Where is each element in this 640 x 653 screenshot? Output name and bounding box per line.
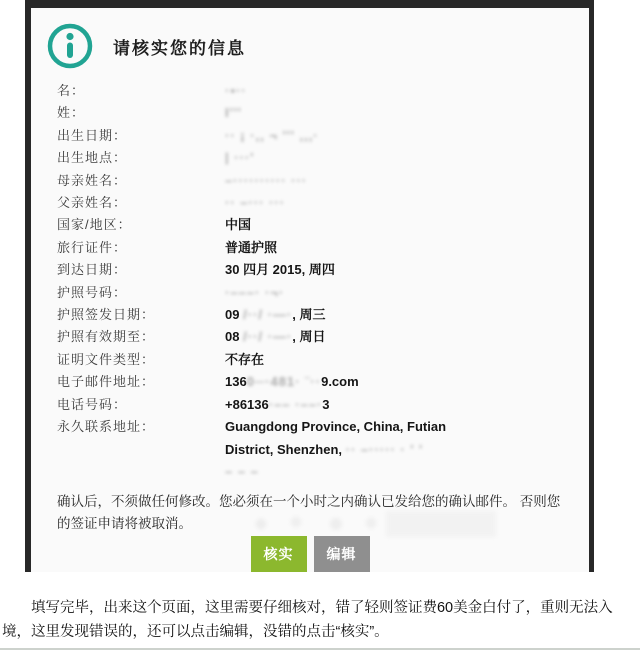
info-icon (47, 23, 93, 69)
redacted-value: ·· ¡ ·,, ¬ ''' ,,,· (225, 127, 319, 143)
field-row-travel-document (57, 237, 575, 259)
field-row-phone (57, 394, 575, 416)
field-label: 名： (57, 83, 86, 98)
field-label: 电话号码： (57, 396, 128, 412)
field-value: 08 /··/ ·—·, 周日 (225, 329, 326, 345)
field-value: 不存在 (225, 351, 265, 367)
verify-button[interactable]: 核实 (251, 536, 307, 572)
field-label: 国家/地区： (57, 217, 132, 233)
field-label: 姓： (57, 105, 86, 121)
page-caption: 填写完毕，出来这个页面，这里需要仔细核对，错了轻则签证费60美金白付了，重则无法入境，这里发现错误的，还可以点击编辑，没错的点击“核实”。 (2, 600, 613, 640)
field-value (225, 80, 247, 102)
field-value: 中国 (225, 217, 252, 233)
field-value (225, 192, 285, 214)
field-row-permanent-address (57, 416, 575, 438)
address-line-3 (225, 461, 575, 483)
field-label: 出生日期： (57, 127, 128, 143)
redacted-value: ·▪·· (225, 83, 247, 98)
field-row-father-name (57, 192, 575, 214)
redacted-value: – – – (225, 463, 259, 479)
redacted-value: ·–– ·––· (268, 396, 323, 412)
field-label: 护照签发日期： (57, 307, 156, 323)
field-label: 护照号码： (57, 284, 128, 300)
field-row-birth-date (57, 125, 575, 147)
field-value: 1360─·481· ¨··9.com (225, 374, 359, 390)
field-value: 30 四月 2015, 周四 (225, 262, 335, 278)
field-label: 证明文件类型： (57, 351, 156, 367)
redacted-value: | ···' (225, 150, 255, 166)
field-value (225, 125, 319, 147)
edit-button[interactable]: 编辑 (314, 536, 370, 572)
field-value (225, 147, 254, 169)
field-label: 护照有效期至： (57, 329, 156, 345)
field-row-birth-place (57, 147, 575, 169)
field-row-mother-name (57, 170, 575, 192)
field-label: 父亲姓名： (57, 195, 128, 211)
field-label: 母亲姓名： (57, 172, 128, 188)
redacted-value: I''' (225, 105, 242, 121)
field-row-passport-issue-date (57, 304, 575, 326)
field-row-arrival-date (57, 259, 575, 281)
dialog-actions (31, 536, 589, 572)
fields-list (57, 80, 575, 483)
field-value: 09 /··/ ·—·, 周三 (225, 307, 326, 323)
verify-info-dialog (25, 0, 594, 572)
field-row-passport-expiry-date (57, 326, 575, 348)
field-value: +86136·–– ·––·3 (225, 396, 330, 412)
bottom-divider (0, 648, 640, 650)
redacted-value: –·········· ··· (225, 172, 308, 188)
field-value (225, 170, 307, 192)
field-label: 电子邮件地址： (57, 374, 156, 390)
field-label: 旅行证件： (57, 239, 128, 255)
field-value: 普通护照 (225, 239, 278, 255)
field-value (225, 282, 284, 304)
field-value: Guangdong Province, China, Futian (225, 419, 447, 435)
field-row-passport-number (57, 282, 575, 304)
redacted-value: /··/ ·—· (243, 307, 293, 323)
field-label: 出生地点： (57, 150, 128, 166)
redacted-value: /··/ ·—· (243, 329, 293, 345)
field-row-email (57, 371, 575, 393)
field-row-first-name (57, 80, 575, 102)
field-value (225, 102, 242, 124)
field-row-last-name (57, 102, 575, 124)
redacted-value: ·–––· ·¬· (225, 284, 285, 300)
redacted-value: ·· –····· · ' ' (345, 441, 424, 457)
field-label: 永久联系地址： (57, 419, 156, 435)
redacted-value: ·· –··· ··· (225, 195, 286, 211)
field-row-document-type (57, 349, 575, 371)
dialog-title: 请核实您的信息 (113, 38, 246, 58)
redacted-value: 0─·481· ¨·· (246, 374, 322, 390)
confirm-note: 确认后，不须做任何修改。您必须在一个小时之内确认已发给您的确认邮件。 否则您的签证申请将被取消。 (57, 494, 561, 532)
field-label: 到达日期： (57, 262, 128, 278)
field-row-country (57, 214, 575, 236)
dialog-header (31, 8, 589, 69)
address-line-2: District, Shenzhen, ·· –····· · ' ' (225, 441, 424, 457)
